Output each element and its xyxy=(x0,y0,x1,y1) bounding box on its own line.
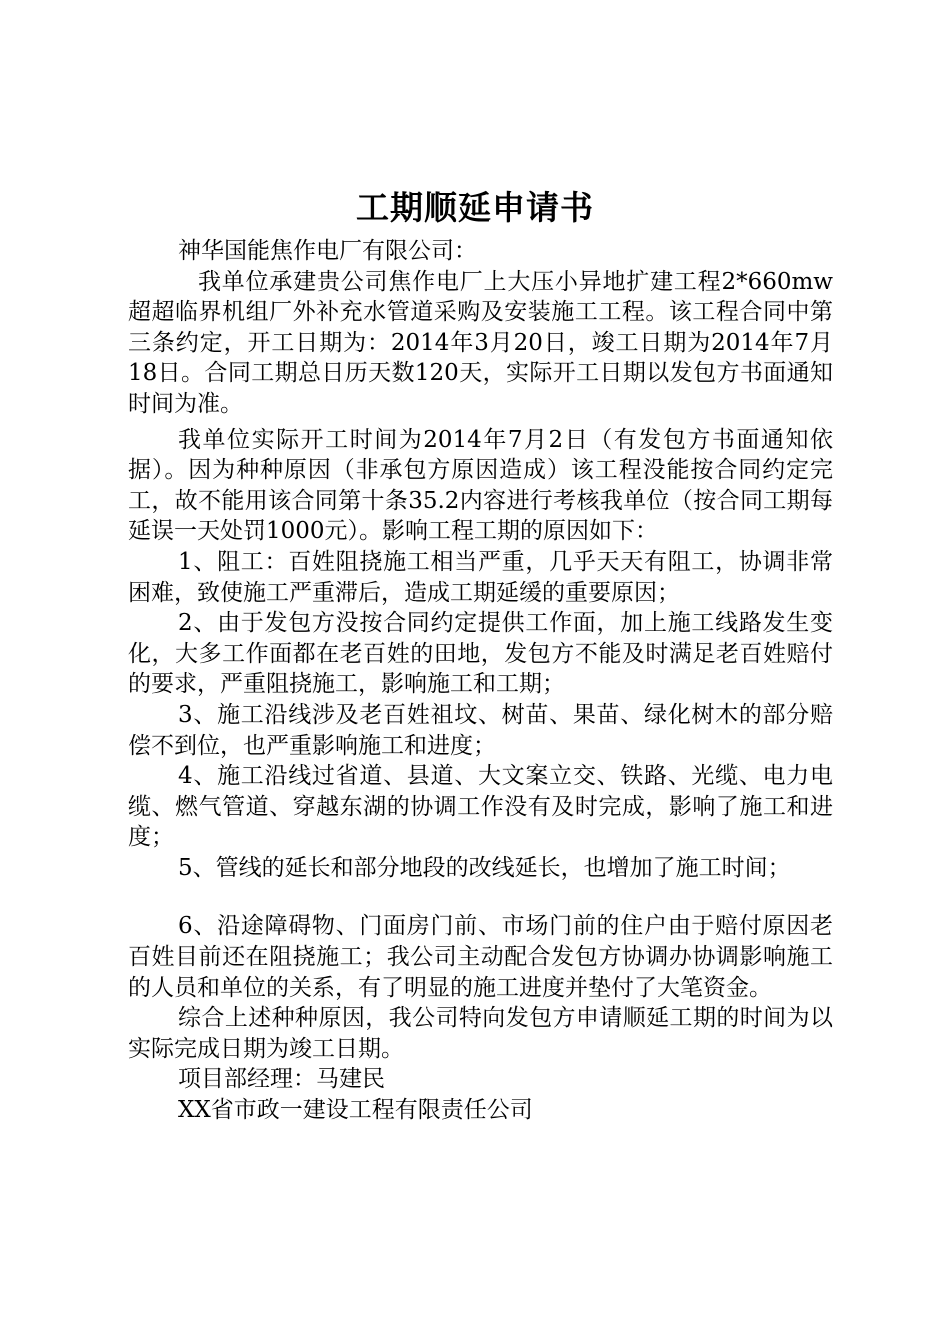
paragraph-gap xyxy=(128,883,833,911)
reason-item-4: 4、施工沿线过省道、县道、大文案立交、铁路、光缆、电力电缆、燃气管道、穿越东湖的协调工作没有及时完成，影响了施工和进度； xyxy=(128,763,833,851)
reason-item-2: 2、由于发包方没按合同约定提供工作面，加上施工线路发生变化，大多工作面都在老百姓的田地，发包方不能及时满足老百姓赔付的要求，严重阻挠施工，影响施工和工期； xyxy=(128,610,833,698)
project-manager-signature: 项目部经理：马建民 xyxy=(178,1066,385,1093)
document-body xyxy=(128,236,833,1126)
reason-item-1: 1、阻工：百姓阻挠施工相当严重，几乎天天有阻工，协调非常困难，致使施工严重滞后，造成工期延缓的重要原因； xyxy=(128,548,833,606)
reason-item-6: 6、沿途障碍物、门面房门前、市场门前的住户由于赔付原因老百姓目前还在阻挠施工；我公司主动配合发包方协调办协调影响施工的人员和单位的关系，有了明显的施工进度并垫付了大笔资金。 xyxy=(128,913,833,1001)
company-signature: XX省市政一建设工程有限责任公司 xyxy=(178,1097,533,1124)
reason-item-3: 3、施工沿线涉及老百姓祖坟、树苗、果苗、绿化树木的部分赔偿不到位，也严重影响施工和进度； xyxy=(128,701,833,759)
addressee: 神华国能焦作电厂有限公司： xyxy=(178,238,477,264)
document-title: 工期顺延申请书 xyxy=(356,188,594,227)
paragraph-project-intro: 我单位承建贵公司焦作电厂上大压小异地扩建工程2*660mw超超临界机组厂外补充水管道采购及安装施工工程。该工程合同中第三条约定，开工日期为：2014年3月20日，竣工日期为2014年7月18日。合同工期总日历天数120天，实际开工日期以发包方书面通知时间为准。 xyxy=(128,268,833,417)
paragraph-actual-start: 我单位实际开工时间为2014年7月2日（有发包方书面通知依据）。因为种种原因（非承包方原因造成）该工程没能按合同约定完工，故不能用该合同第十条35.2内容进行考核我单位（按合同工期每延误一天处罚1000元）。影响工程工期的原因如下： xyxy=(128,426,833,545)
conclusion-paragraph: 综合上述种种原因，我公司特向发包方申请顺延工期的时间为以实际完成日期为竣工日期。 xyxy=(128,1005,833,1062)
reason-item-5: 5、管线的延长和部分地段的改线延长，也增加了施工时间； xyxy=(178,854,791,881)
